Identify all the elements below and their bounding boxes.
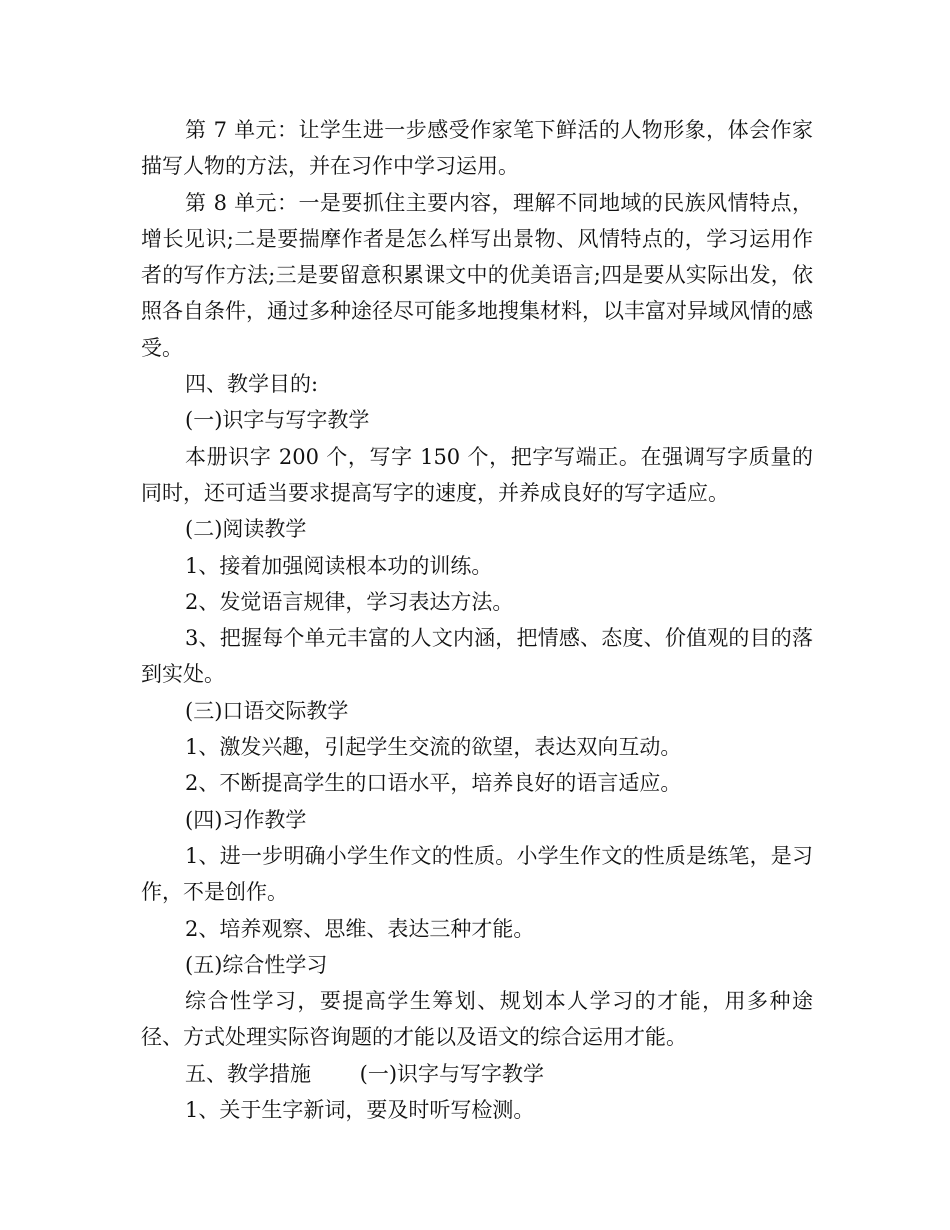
list-item-composition-2: 2、培养观察、思维、表达三种才能。 bbox=[185, 916, 535, 941]
subheading-reading: (二)阅读教学 bbox=[185, 517, 307, 542]
list-item-reading-1: 1、接着加强阅读根本功的训练。 bbox=[185, 553, 493, 578]
list-item-measures-1: 1、关于生字新词，要及时听写检测。 bbox=[185, 1098, 535, 1123]
list-item-oral-2: 2、不断提高学生的口语水平，培养良好的语言适应。 bbox=[185, 771, 682, 796]
paragraph-comprehensive-learning: 综合性学习，要提高学生筹划、规划本人学习的才能，用多种途径、方式处理实际咨询题的才能以及语文的综合运用才能。 bbox=[141, 989, 813, 1050]
paragraph-literacy-writing: 本册识字 200 个，写字 150 个，把字写端正。在强调写字质量的同时，还可适当要求提高写字的速度，并养成良好的写字适应。 bbox=[141, 444, 813, 505]
document-body bbox=[141, 112, 813, 1128]
subheading-composition: (四)习作教学 bbox=[185, 807, 307, 832]
heading-teaching-goals: 四、教学目的: bbox=[185, 372, 319, 397]
subheading-oral-communication: (三)口语交际教学 bbox=[185, 698, 349, 723]
heading-teaching-measures: 五、教学措施 (一)识字与写字教学 bbox=[185, 1061, 545, 1086]
list-item-oral-1: 1、激发兴趣，引起学生交流的欲望，表达双向互动。 bbox=[185, 735, 682, 760]
paragraph-unit-8: 第 8 单元：一是要抓住主要内容，理解不同地域的民族风情特点，增长见识;二是要揣摩作者是怎么样写出景物、风情特点的，学习运用作者的写作方法;三是要留意积累课文中的优美语言;四是要从实际出发，依照各自条件，通过多种途径尽可能多地搜集材料，以丰富对异域风情的感受。 bbox=[141, 190, 813, 360]
list-item-composition-1: 1、进一步明确小学生作文的性质。小学生作文的性质是练笔，是习作，不是创作。 bbox=[141, 843, 813, 905]
paragraph-unit-7: 第 7 单元：让学生进一步感受作家笔下鲜活的人物形象，体会作家描写人物的方法，并在习作中学习运用。 bbox=[141, 118, 813, 179]
subheading-comprehensive-learning: (五)综合性学习 bbox=[185, 952, 328, 977]
list-item-reading-2: 2、发觉语言规律，学习表达方法。 bbox=[185, 589, 514, 614]
list-item-reading-3: 3、把握每个单元丰富的人文内涵，把情感、态度、价值观的目的落到实处。 bbox=[141, 626, 813, 687]
subheading-literacy-writing: (一)识字与写字教学 bbox=[185, 408, 370, 433]
